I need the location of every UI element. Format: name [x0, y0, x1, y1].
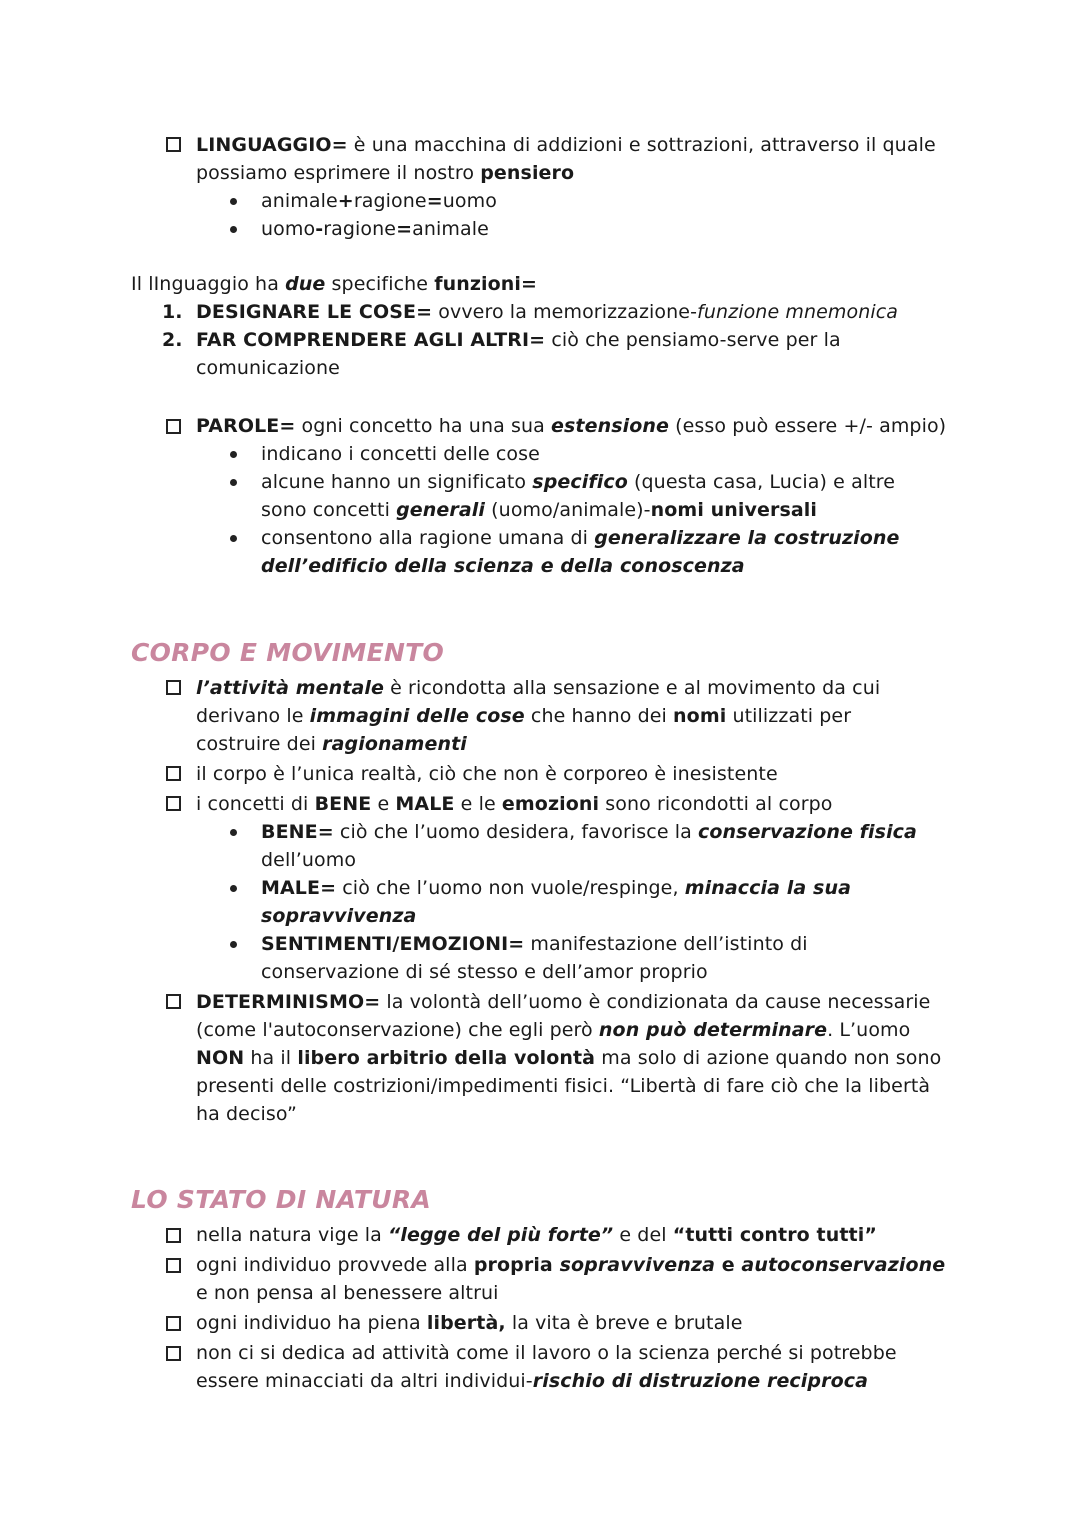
heading-stato-natura: LO STATO DI NATURA: [131, 1185, 432, 1214]
numbered-item-1: [196, 298, 898, 326]
bullet-dot: [230, 451, 237, 458]
natura-line-1: [196, 1221, 877, 1249]
text: (uomo/animale)-: [485, 499, 651, 521]
parole-bullet-3-cont: dell’edificio della scienza e della conoscenza: [261, 555, 745, 577]
text: e: [715, 1254, 742, 1276]
text: uomo: [261, 218, 316, 240]
numbered-item-2-cont: comunicazione: [196, 357, 340, 379]
number-1: 1.: [162, 301, 183, 323]
text: ma solo di azione quando non sono: [595, 1047, 942, 1069]
text: la vita è breve e brutale: [505, 1312, 743, 1334]
text: costruire dei: [196, 733, 323, 755]
text: PAROLE=: [196, 415, 296, 437]
bullet-dot: [230, 535, 237, 542]
text: nomi universali: [650, 499, 818, 521]
text: propria: [473, 1254, 560, 1276]
male-line: [261, 874, 851, 902]
bene-line: [261, 818, 917, 846]
bullet-dot: [230, 885, 237, 892]
text: generali: [396, 499, 486, 521]
checkbox-bene-male[interactable]: [166, 796, 181, 811]
text: estensione: [551, 415, 669, 437]
text: minaccia la sua: [684, 877, 851, 899]
parole-bullet-3: [261, 524, 900, 552]
determinismo-line-5: ha deciso”: [196, 1103, 297, 1125]
text: ogni concetto ha una sua: [295, 415, 551, 437]
text: i concetti di: [196, 793, 315, 815]
text: (esso può essere +/- ampio): [668, 415, 947, 437]
text: ogni individuo ha piena: [196, 1312, 427, 1334]
text: ciò che l’uomo non vuole/respinge,: [336, 877, 685, 899]
natura-line-2-cont: e non pensa al benessere altrui: [196, 1282, 499, 1304]
text: conservazione fisica: [698, 821, 917, 843]
text: FAR COMPRENDERE AGLI ALTRI=: [196, 329, 546, 351]
text: libertà,: [426, 1312, 506, 1334]
corpo-realta: il corpo è l’unica realtà, ciò che non è corporeo è inesistente: [196, 763, 778, 785]
text: +: [337, 190, 354, 212]
text: NON: [196, 1047, 245, 1069]
text: e le: [454, 793, 502, 815]
text: “tutti contro tutti”: [672, 1224, 877, 1246]
text: . L’uomo: [827, 1019, 911, 1041]
bullet-dot: [230, 941, 237, 948]
text: -: [315, 218, 324, 240]
determinismo-line-1: [196, 988, 930, 1016]
text: ragione: [353, 190, 427, 212]
checkbox-sopravvivenza[interactable]: [166, 1258, 181, 1273]
text: uomo: [442, 190, 497, 212]
text: DETERMINISMO=: [196, 991, 381, 1013]
checkbox-corpo-realta[interactable]: [166, 766, 181, 781]
bullet-dot: [230, 198, 237, 205]
text: funzione mnemonica: [697, 301, 899, 323]
checkbox-liberta[interactable]: [166, 1316, 181, 1331]
text: ogni individuo provvede alla: [196, 1254, 474, 1276]
text: MALE=: [261, 877, 337, 899]
corpo-line-2: [196, 702, 851, 730]
text: consentono alla ragione umana di: [261, 527, 595, 549]
text: DESIGNARE LE COSE=: [196, 301, 433, 323]
text: funzioni=: [434, 273, 538, 295]
text: specifico: [532, 471, 628, 493]
text: possiamo esprimere il nostro: [196, 162, 481, 184]
male-line-cont: sopravvivenza: [261, 905, 417, 927]
number-2: 2.: [162, 329, 183, 351]
text: è una macchina di addizioni e sottrazioni, attraverso il quale: [347, 134, 936, 156]
text: sono concetti: [261, 499, 397, 521]
text: rischio di distruzione reciproca: [532, 1370, 869, 1392]
text: nomi: [673, 705, 727, 727]
text: specifiche: [325, 273, 435, 295]
text: ragionamenti: [322, 733, 467, 755]
text: “legge del più forte”: [388, 1224, 614, 1246]
text: MALE: [395, 793, 455, 815]
text: sopravvivenza: [559, 1254, 715, 1276]
text: SENTIMENTI/EMOZIONI=: [261, 933, 525, 955]
parole-line: [196, 412, 946, 440]
text: BENE=: [261, 821, 334, 843]
text: generalizzare la costruzione: [594, 527, 900, 549]
text: nella natura vige la: [196, 1224, 389, 1246]
natura-line-4-cont: [196, 1367, 868, 1395]
checkbox-linguaggio[interactable]: [166, 137, 181, 152]
text: animale: [412, 218, 489, 240]
natura-line-4: non ci si dedica ad attività come il lavoro o la scienza perché si potrebbe: [196, 1342, 897, 1364]
bullet-dot: [230, 829, 237, 836]
parole-bullet-2: [261, 468, 895, 496]
text: la volontà dell’uomo è condizionata da cause necessarie: [380, 991, 931, 1013]
text: che hanno dei: [524, 705, 674, 727]
parole-bullet-2-cont: [261, 496, 817, 524]
sentimenti-line: [261, 930, 808, 958]
text: autoconservazione: [741, 1254, 946, 1276]
text: l’attività mentale: [196, 677, 384, 699]
bold-pensiero: pensiero: [480, 162, 575, 184]
bullet-animale-ragione: [261, 187, 497, 215]
text: e del: [613, 1224, 673, 1246]
text: essere minacciati da altri individui-: [196, 1370, 533, 1392]
text: emozioni: [501, 793, 600, 815]
text: ragione: [323, 218, 397, 240]
text: (questa casa, Lucia) e altre: [627, 471, 896, 493]
text: Il lInguaggio ha: [131, 273, 286, 295]
text: ciò che pensiamo-serve per la: [545, 329, 841, 351]
text: derivano le: [196, 705, 310, 727]
heading-corpo-movimento: CORPO E MOVIMENTO: [131, 638, 445, 667]
text: e: [371, 793, 396, 815]
text: manifestazione dell’istinto di: [524, 933, 808, 955]
text: =: [396, 218, 413, 240]
checkbox-legge-forte[interactable]: [166, 1228, 181, 1243]
bullet-dot: [230, 226, 237, 233]
checkbox-attivita-mentale[interactable]: [166, 680, 181, 695]
checkbox-parole[interactable]: [166, 419, 181, 434]
text: libero arbitrio della volontà: [297, 1047, 596, 1069]
bene-line-cont: dell’uomo: [261, 849, 357, 871]
determinismo-line-2: [196, 1016, 910, 1044]
text: utilizzati per: [726, 705, 852, 727]
text: ha il: [244, 1047, 298, 1069]
text: sono ricondotti al corpo: [599, 793, 833, 815]
linguaggio-line-1: [196, 131, 936, 159]
sentimenti-line-cont: conservazione di sé stesso e dell’amor proprio: [261, 961, 708, 983]
checkbox-lavoro-scienza[interactable]: [166, 1346, 181, 1361]
text: =: [426, 190, 443, 212]
determinismo-line-3: [196, 1044, 941, 1072]
numbered-item-2: [196, 326, 841, 354]
text: (come l'autoconservazione) che egli però: [196, 1019, 599, 1041]
parole-bullet-1: indicano i concetti delle cose: [261, 443, 540, 465]
corpo-line-3: [196, 730, 467, 758]
corpo-line-1: [196, 674, 880, 702]
bullet-uomo-ragione: [261, 215, 489, 243]
text: immagini delle cose: [309, 705, 525, 727]
text: ciò che l’uomo desidera, favorisce la: [333, 821, 699, 843]
natura-line-2: [196, 1251, 945, 1279]
natura-line-3: [196, 1309, 743, 1337]
bullet-dot: [230, 479, 237, 486]
funzioni-intro: [131, 270, 537, 298]
text: alcune hanno un significato: [261, 471, 533, 493]
text: è ricondotta alla sensazione e al movimento da cui: [383, 677, 881, 699]
determinismo-line-4: presenti delle costrizioni/impedimenti fisici. “Libertà di fare ciò che la libertà: [196, 1075, 931, 1097]
term-linguaggio: LINGUAGGIO=: [196, 134, 348, 156]
text: BENE: [314, 793, 372, 815]
text: non può determinare: [598, 1019, 828, 1041]
text: animale: [261, 190, 338, 212]
text: due: [285, 273, 326, 295]
text: ovvero la memorizzazione-: [432, 301, 698, 323]
corpo-concetti: [196, 790, 833, 818]
checkbox-determinismo[interactable]: [166, 994, 181, 1009]
linguaggio-line-2: [196, 159, 574, 187]
